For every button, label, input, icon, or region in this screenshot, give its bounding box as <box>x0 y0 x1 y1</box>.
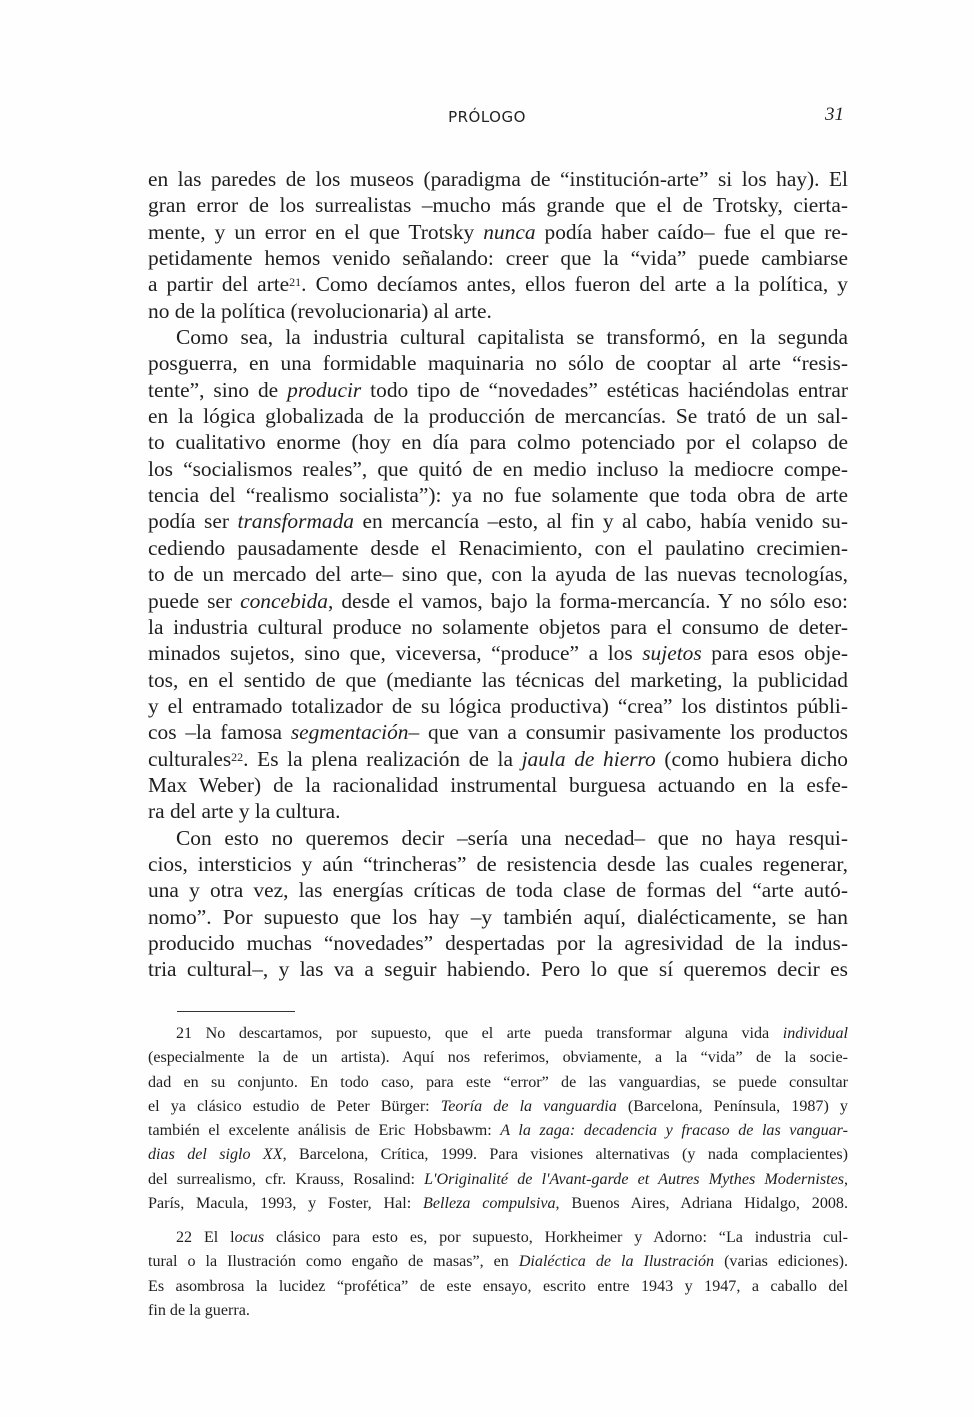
body-line: minados sujetos, sino que, viceversa, “produce” a los sujetos para esos obje- <box>148 641 848 666</box>
footnote-line: Es asombrosa la lucidez “profética” de este ensayo, escrito entre 1943 y 1947, a caballo del <box>148 1277 848 1295</box>
body-line: Como sea, la industria cultural capitalista se transformó, en la segunda <box>176 325 848 350</box>
body-line: tente”, sino de producir todo tipo de “novedades” estéticas haciéndolas entrar <box>148 377 848 402</box>
body-line: a partir del arte$^{21}$. Como decíamos antes, ellos fueron del arte a la política, y <box>148 272 848 297</box>
footnote-ref: 21 <box>289 275 302 290</box>
body-line: petidamente hemos venido señalando: creer que la “vida” puede cambiarse <box>148 246 848 271</box>
body-line: posguerra, en una formidable maquinaria no sólo de cooptar al arte “resis- <box>148 351 848 376</box>
footnote-ref: 22 <box>231 749 244 764</box>
body-line: cediendo pausadamente desde el Renacimiento, con el paulatino crecimien- <box>148 535 848 560</box>
body-line: cios, intersticios y aún “trincheras” de resistencia desde las cuales regenerar, <box>148 851 848 876</box>
body-line: to de un mercado del arte– sino que, con la ayuda de las nuevas tecnologías, <box>148 562 848 587</box>
footnote-line: dias del siglo XX, Barcelona, Crítica, 1999. Para visiones alternativas (y nada complacientes) <box>148 1146 848 1164</box>
body-line: nomo”. Por supuesto que los hay –y también aquí, dialécticamente, se han <box>148 904 848 929</box>
body-line: to cualitativo enorme (hoy en día para colmo potenciado por el colapso de <box>148 430 848 455</box>
footnote-line: tural o la Ilustración como engaño de masas”, en Dialéctica de la Ilustración (varias ediciones). <box>148 1253 848 1271</box>
body-line: tencia del “realismo socialista”): ya no fue solamente que toda obra de arte <box>148 483 848 508</box>
footnotes <box>148 1022 848 1323</box>
footnote-line: (especialmente la de un artista). Aquí nos referimos, obviamente, a la “vida” de la socie- <box>148 1049 848 1067</box>
footnote-line: dad en su conjunto. En todo caso, para este “error” de las vanguardias, se puede consultar <box>148 1073 848 1091</box>
body-line: puede ser concebida, desde el vamos, bajo la forma-mercancía. Y no sólo eso: <box>148 588 848 613</box>
footnote-line: del surrealismo, cfr. Krauss, Rosalind: L'Originalité de l'Avant-garde et Autres Mythes Modernistes, <box>148 1170 848 1188</box>
body-line: tria cultural–, y las va a seguir habiendo. Pero lo que sí queremos decir es <box>148 957 848 982</box>
body-line: en la lógica globalizada de la producción de mercancías. Se trató de un sal- <box>148 404 848 429</box>
body-line: tos, en el sentido de que (mediante las técnicas del marketing, la publicidad <box>148 667 848 692</box>
body-line: producido muchas “novedades” despertadas por la agresividad de la indus- <box>148 930 848 955</box>
body-line: en las paredes de los museos (paradigma de “institución-arte” si los hay). El <box>148 167 848 191</box>
body-line: ra del arte y la cultura. <box>148 799 341 824</box>
body-line: los “socialismos reales”, que quitó de en medio incluso la mediocre compe- <box>148 456 848 481</box>
footnote-line: fin de la guerra. <box>148 1301 250 1319</box>
footnote-line: 21 No descartamos, por supuesto, que el arte pueda transformar alguna vida individual <box>176 1025 848 1042</box>
footnote-line: el ya clásico estudio de Peter Bürger: Teoría de la vanguardia (Barcelona, Península, 1987) y <box>148 1097 848 1115</box>
body-line: gran error de los surrealistas –mucho más grande que el de Trotsky, cierta- <box>148 193 848 218</box>
body-line: cos –la famosa segmentación– que van a consumir pasivamente los productos <box>148 720 848 745</box>
footnote-line: también el excelente análisis de Eric Hobsbawm: A la zaga: decadencia y fracaso de las vanguar- <box>148 1122 848 1139</box>
body-line: podía ser transformada en mercancía –esto, al fin y al cabo, había venido su- <box>148 509 848 534</box>
footnote-line: París, Macula, 1993, y Foster, Hal: Belleza compulsiva, Buenos Aires, Adriana Hidalgo, 2008. <box>148 1194 848 1212</box>
running-header: PRÓLOGO <box>448 108 526 126</box>
body-line: culturales$^{22}$. Es la plena realización de la jaula de hierro (como hubiera dicho <box>148 746 848 771</box>
body-line: una y otra vez, las energías críticas de toda clase de formas del “arte autó- <box>148 878 848 903</box>
body-line: no de la política (revolucionaria) al arte. <box>148 298 492 323</box>
footnote-line: 22 El locus clásico para esto es, por supuesto, Horkheimer y Adorno: “La industria cul- <box>176 1229 848 1246</box>
body-line: y el entramado totalizador de su lógica productiva) “crea” los distintos públi- <box>148 693 848 718</box>
page-number: 31 <box>825 104 844 125</box>
body-line: Max Weber) de la racionalidad instrumental burguesa actuando en la esfe- <box>148 772 848 797</box>
body-line: mente, y un error en el que Trotsky nunca podía haber caído– fue el que re- <box>148 219 848 244</box>
body-line: Con esto no queremos decir –sería una necedad– que no haya resqui- <box>176 825 848 850</box>
footnote-separator <box>177 1011 295 1012</box>
body-line: la industria cultural produce no solamente objetos para el consumo de deter- <box>148 614 848 639</box>
body-text <box>148 166 848 983</box>
